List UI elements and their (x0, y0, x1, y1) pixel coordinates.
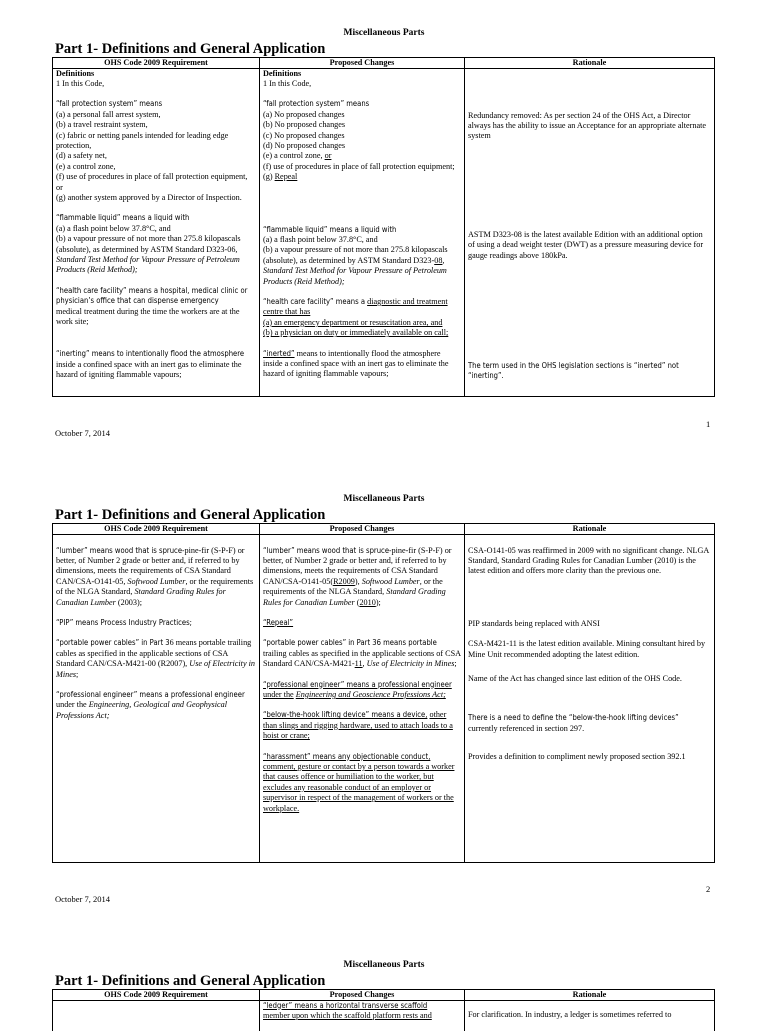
requirement-cell (53, 1000, 260, 1031)
act-title: Engineering, Geological and Geophysical Professions Act; (56, 700, 227, 720)
table-header-row (53, 524, 715, 535)
definition-term: “professional engineer” means a professional engineer (263, 679, 452, 689)
rationale-cell (465, 68, 715, 396)
list-item: (a) a flash point below 37.8°C, and (56, 223, 171, 233)
definition-term: “portable power cables” in Part 3 (56, 638, 170, 648)
inserted-text: other than slings and rigging hardware, used to attach loads to a hoist or crane; (263, 710, 453, 741)
column-header-proposed: Proposed Changes (260, 990, 465, 1001)
inserted-text: (a) an emergency department or resuscitation area, and (263, 317, 443, 327)
definition-term: “health care facility” means a (263, 297, 366, 306)
inserted-text: (b) a physician on duty or immediately available on call; (263, 328, 449, 338)
definition-text: pine-fir (S-P-F) or better, of Number 2 grade or better and, if referred to by dimensions, meets the requirements of CSA Standard CAN/CSA-O141-05( (263, 545, 452, 586)
definitions-heading: Definitions (263, 68, 302, 78)
definition-text: (2003); (117, 597, 142, 607)
definitions-heading: Definitions (56, 68, 95, 78)
rationale-text: Redundancy removed: As per section 24 of the OHS Act, a Director always has the ability to issue an Acceptance for an appropriate alternate system (468, 110, 707, 141)
list-item: (b) No proposed changes (263, 120, 346, 130)
table-row (53, 68, 715, 396)
inserted-text: 2010 (359, 597, 376, 607)
lumber-proposed: “lumber” means wood that is spruce-pine-fir (S-P-F) or better, of Number 2 grade or better and, if referred to by dimensions, meets the requirements of CSA Standard CAN/CSA-O141-05(R2009), Softwood Lumber, or the requirements of the NLGA Standard, Standard Grading Rules for Canadian Lumber (2010); (263, 545, 452, 607)
list-item: (a) No proposed changes (263, 109, 345, 119)
definition-term: “flammable liquid” means a liquid with (263, 224, 397, 234)
proposed-cell (260, 1000, 465, 1031)
flammable-liquid-definition (56, 213, 256, 275)
page-number: 1 (706, 419, 711, 429)
rationale-text: currently referenced in section 297. (468, 723, 585, 733)
column-header-requirement: OHS Code 2009 Requirement (53, 58, 260, 69)
inserted-text: 08 (434, 255, 443, 265)
list-item: (b) a vapour pressure of not more than 275.8 kilopascals (absolute), as determined by ASTM Standard D323- (263, 245, 448, 265)
act-title: Engineering and Geoscience Professions Act; (295, 689, 446, 699)
definition-text: ), (354, 576, 360, 586)
footer-date: October 7, 2014 (55, 428, 111, 438)
definition-text: pine-fir (S-P-F) or better, of Number 2 grade or better and, if referred to by dimensions, meets the requirements of CSA Standard CAN/CSA-O141-05, (56, 545, 245, 586)
list-item: (a) a personal fall arrest system, (56, 109, 161, 119)
page-header: Miscellaneous Parts (343, 28, 425, 38)
column-header-proposed: Proposed Changes (260, 58, 465, 69)
list-item: (e) a control zone, (263, 151, 323, 161)
definition-term: “portable power cables” in Part 36 means portable (263, 638, 437, 648)
table-header-row (53, 990, 715, 1001)
list-item: (c) fabric or netting panels intended for leading edge protection, (56, 130, 229, 150)
rationale-text: There is a need to define the “below-the-hook lifting devices” (468, 713, 679, 723)
list-item: (g) (263, 172, 273, 182)
definition-term: “professional engineer” means a professional engineer (56, 689, 245, 699)
proposed-cell (260, 534, 465, 862)
inserted-text: comment, gesture or contact by a person towards a worker that causes offence or humiliation to the worker, but excludes any reasonable conduct of an employer or supervisor in respect of the management of workers or the workplace. (263, 762, 455, 813)
definition-term: “harassment” means any objectionable conduct, (263, 751, 431, 761)
list-item: (e) a control zone, (56, 161, 116, 171)
definition-term: “fall protection system” means (56, 99, 163, 109)
inserted-text: Repeal (274, 172, 298, 182)
definition-term: “below-the-hook lifting device” means a device, (263, 710, 428, 720)
rationale-text: PIP standards being replaced with ANSI (468, 618, 600, 628)
rationale-text: ASTM D323-08 is the latest available Edition with an additional option of using a dead weight tester (DWT) as a pressure measuring device for gauge readings above 180kPa. (468, 229, 704, 260)
inserted-text: diagnostic and treatment centre that has (263, 297, 448, 317)
definition-text: under the (56, 700, 87, 710)
column-header-rationale: Rationale (465, 58, 715, 69)
definition-term: “inerted” (263, 348, 295, 358)
list-item: (c) No proposed changes (263, 130, 345, 140)
portable-power-cables-definition: “portable power cables” in Part 36 means portable trailing cables as specified in the applicable sections of CSA Standard CAN/CSA-M421-00 (R2007), Use of Electricity in Mines; (56, 638, 255, 679)
harassment-proposed (263, 752, 461, 814)
requirement-cell (53, 68, 260, 396)
proposed-cell (260, 68, 465, 396)
definition-term: “lumber” means wood that is spruce- (56, 545, 185, 555)
list-item: (b) a vapour pressure of not more than 275.8 kilopascals (absolute), as determined by ASTM Standard D323-06, (56, 234, 241, 254)
definition-text: inside a confined space with an inert gas to eliminate the hazard of igniting flammable vapours; (56, 359, 242, 380)
requirements-table (52, 989, 715, 1031)
rationale-cell (465, 534, 715, 862)
inserted-text: member upon which the scaffold platform rests and (263, 1010, 432, 1020)
inserted-text: or (324, 151, 332, 161)
rationale-text: For clarification. In industry, a ledger is sometimes referred to (468, 1009, 672, 1019)
definition-text: trailing cables as specified in the applicable sections of CSA Standard CAN/CSA-M421- (263, 648, 461, 669)
list-item: (a) a flash point below 37.8°C, and (263, 234, 378, 244)
inerting-definition (56, 349, 256, 380)
standard-title: Standard Test Method for Vapour Pressure of Petroleum Products (Reid Method); (263, 266, 447, 286)
rationale-text: Provides a definition to compliment newly proposed section 392.1 (468, 752, 686, 762)
definition-text: , or the requirements of the NLGA Standard, (56, 576, 254, 597)
definition-term: “ledger” means a horizontal transverse scaffold (263, 1000, 428, 1010)
standard-title: Softwood Lumber (361, 576, 420, 586)
definition-term: “lumber” means wood that is spruce- (263, 545, 392, 555)
health-care-facility-definition (56, 286, 256, 328)
in-this-code: 1 In this Code, (263, 78, 312, 88)
part-title: Part 1- Definitions and General Application (55, 507, 326, 523)
table-header-row (53, 58, 715, 69)
in-this-code: 1 In this Code, (56, 78, 105, 88)
standard-title: Standard Test Method for Vapour Pressure of Petroleum Products (Reid Method); (56, 255, 240, 275)
list-item: (b) a travel restraint system, (56, 120, 148, 130)
pip-proposed: “Repeal” (263, 617, 294, 627)
inserted-text: 11 (354, 659, 363, 669)
definition-term: “flammable liquid” means a liquid with (56, 213, 190, 223)
requirements-table (52, 523, 715, 863)
page-header: Miscellaneous Parts (343, 494, 425, 504)
footer-date: October 7, 2014 (55, 894, 111, 904)
portable-power-cables-proposed: “portable power cables” in Part 36 means portable trailing cables as specified in the applicable sections of CSA Standard CAN/CSA-M421-11, Use of Electricity in Mines; (263, 638, 461, 669)
flammable-liquid-proposed: “flammable liquid” means a liquid with (a) a flash point below 37.8°C, and (b) a vapour pressure of not more than 275.8 kilopascals (absolute), as determined by ASTM Standard D323-08, Standard Test Method for Vapour Pressure of Petroleum Products (Reid Method); (263, 225, 461, 287)
requirements-table (52, 57, 715, 397)
column-header-requirement: OHS Code 2009 Requirement (53, 990, 260, 1001)
table-row (53, 534, 715, 862)
pip-definition: “PIP” means Process Industry Practices; (56, 617, 192, 627)
list-item: (f) use of procedures in place of fall protection equipment; (263, 161, 455, 171)
page-number: 2 (706, 884, 711, 894)
standard-title: Use of Electricity in Mines (56, 659, 255, 679)
column-header-proposed: Proposed Changes (260, 524, 465, 535)
definition-term: “fall protection system” means (263, 99, 370, 109)
part-title: Part 1- Definitions and General Application (55, 41, 326, 57)
standard-title: Use of Electricity in Mines (366, 659, 455, 669)
list-item: (d) No proposed changes (263, 140, 346, 150)
rationale-cell (465, 1000, 715, 1031)
health-care-facility-proposed (263, 297, 461, 339)
inserted-text: R2009 (333, 576, 355, 586)
inerted-proposed (263, 349, 461, 380)
column-header-rationale: Rationale (465, 524, 715, 535)
definition-text: 6 means portable trailing cables as specified in the applicable sections of CSA Standard CAN/CSA-M421-00 (R2007), (56, 638, 252, 669)
inserted-text: under the (263, 689, 294, 699)
list-item: (d) a safety net, (56, 151, 107, 161)
fall-protection-definition (56, 99, 256, 203)
column-header-rationale: Rationale (465, 990, 715, 1001)
definition-term: “inerting” means to intentionally flood the atmosphere (56, 349, 245, 359)
standard-title: Standard Grading Rules for Canadian Lumber (56, 587, 226, 607)
list-item: (g) another system approved by a Director of Inspection. (56, 192, 242, 202)
rationale-text: Name of the Act has changed since last edition of the OHS Code. (468, 673, 682, 683)
definition-text: medical treatment during the time the workers are at the work site; (56, 306, 240, 327)
column-header-requirement: OHS Code 2009 Requirement (53, 524, 260, 535)
rationale-text: The term used in the OHS legislation sections is “inerted” not “inerting”. (468, 360, 679, 381)
definition-text: means to intentionally flood the atmosphere inside a confined space with an inert gas to eliminate the hazard of igniting flammable vapours; (263, 348, 449, 379)
table-row (53, 1000, 715, 1031)
definition-term: “health care facility” means a hospital, medical clinic or physician’s office that can dispense emergency (56, 285, 248, 306)
rationale-text: CSA-O141-05 was reaffirmed in 2009 with no significant change. NLGA Standard, Standard Grading Rules for Canadian Lumber (2010) is the latest edition and offers more clarity than the previous one. (468, 545, 709, 576)
lumber-definition (56, 546, 256, 608)
standard-title: Softwood Lumber (127, 576, 186, 586)
definition-text: , or the requirements of the NLGA Standard, (263, 576, 443, 597)
page-header: Miscellaneous Parts (343, 960, 425, 970)
list-item: (f) use of procedures in place of fall protection equipment, or (56, 172, 248, 192)
standard-title: Standard Grading Rules for Canadian Lumber (263, 587, 446, 607)
professional-engineer-proposed (263, 680, 461, 701)
rationale-text: CSA-M421-11 is the latest edition available. Mining consultant hired by Mine Unit recommended adopting the latest edition. (468, 639, 706, 659)
below-the-hook-proposed (263, 710, 461, 741)
professional-engineer-definition (56, 690, 256, 721)
requirement-cell (53, 534, 260, 862)
part-title: Part 1- Definitions and General Application (55, 973, 326, 989)
fall-protection-proposed (263, 99, 461, 182)
